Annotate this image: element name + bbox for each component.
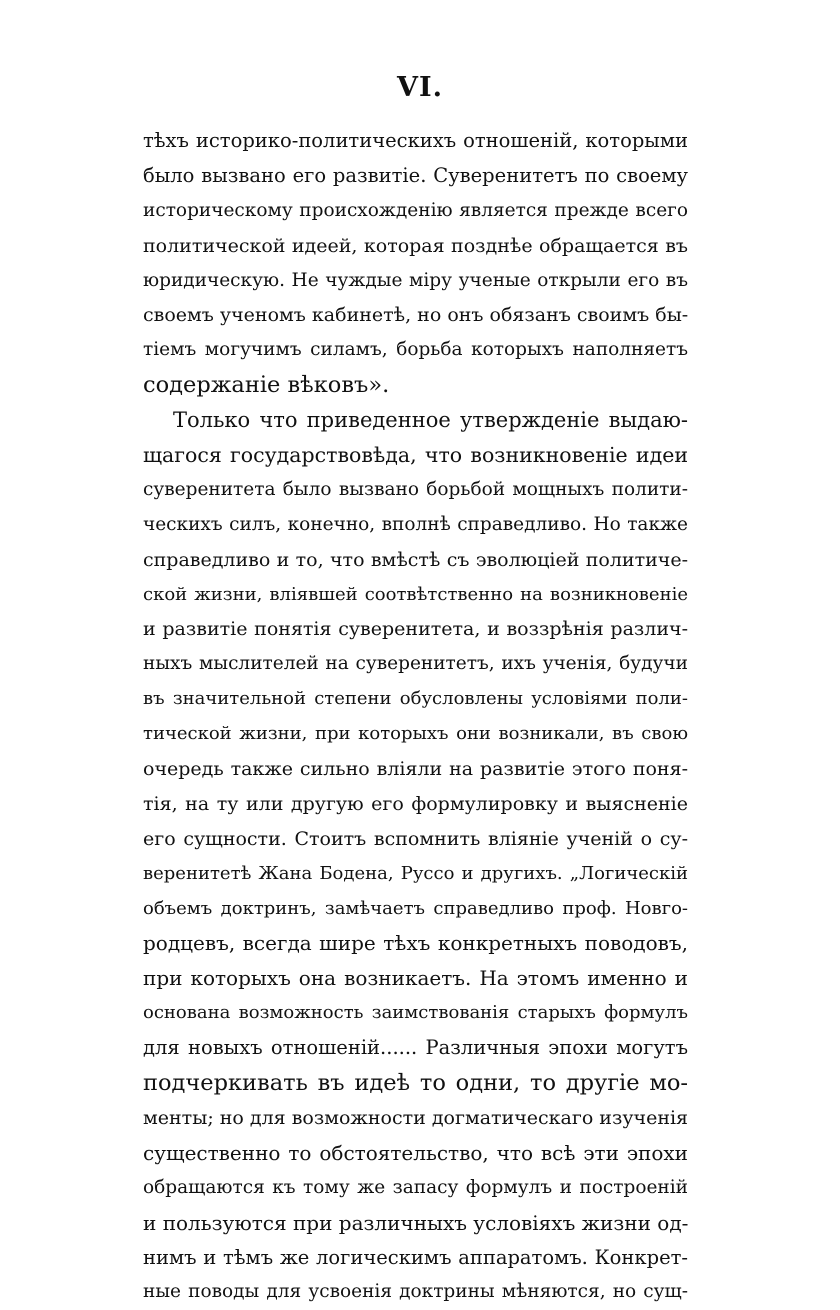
text-line: родцевъ, всегда шире тѣхъ конкретныхъ поводовъ, bbox=[143, 931, 688, 956]
text-line: при которыхъ она возникаетъ. На этомъ именно и bbox=[143, 966, 688, 991]
text-line: было вызвано его развитіе. Суверенитетъ по своему bbox=[143, 163, 688, 187]
text-line: и пользуются при различныхъ условіяхъ жизни од- bbox=[143, 1210, 688, 1235]
text-line: тія, на ту или другую его формулировку и выясненіе bbox=[143, 792, 688, 815]
text-line: и развитіе понятія суверенитета, и воззрѣнія различ- bbox=[143, 618, 688, 641]
text-line: щагося государствовѣда, что возникновеніе идеи bbox=[143, 443, 688, 468]
text-line: веренитетѣ Жана Бодена, Руссо и другихъ. „Логическій bbox=[143, 862, 688, 884]
text-line-paragraph-start: Только что приведенное утвержденіе выдаю- bbox=[173, 408, 688, 433]
text-line: подчеркивать въ идеѣ то одни, то другіе мо- bbox=[143, 1070, 688, 1097]
text-line: въ значительной степени обусловлены условіями поли- bbox=[143, 688, 688, 710]
text-line: политической идеей, которая позднѣе обращается въ bbox=[143, 234, 688, 257]
text-line: тіемъ могучимъ силамъ, борьба которыхъ наполняетъ bbox=[143, 339, 688, 361]
body-text bbox=[143, 124, 688, 1310]
text-line: основана возможность заимствованія старыхъ формулъ bbox=[143, 1002, 688, 1024]
page-number: VI. bbox=[397, 72, 443, 103]
text-line: нимъ и тѣмъ же логическимъ аппаратомъ. Конкрет- bbox=[143, 1245, 688, 1269]
text-line: тѣхъ историко-политическихъ отношеній, которыми bbox=[143, 129, 688, 152]
text-line: менты; но для возможности догматическаго изученія bbox=[143, 1106, 688, 1129]
text-line: своемъ ученомъ кабинетѣ, но онъ обязанъ своимъ бы- bbox=[143, 304, 688, 327]
text-line: обращаются къ тому же запасу формулъ и построеній bbox=[143, 1176, 688, 1198]
text-line: тической жизни, при которыхъ они возникали, въ свою bbox=[143, 723, 688, 745]
text-line: справедливо и то, что вмѣстѣ съ эволюціей политиче- bbox=[143, 548, 688, 571]
text-line: ской жизни, вліявшей соотвѣтственно на возникновеніе bbox=[143, 583, 688, 605]
text-line: ныхъ мыслителей на суверенитетъ, ихъ ученія, будучи bbox=[143, 653, 688, 675]
text-line: юридическую. Не чуждые міру ученые открыли его въ bbox=[143, 269, 688, 291]
text-line: очередь также сильно вліяли на развитіе этого поня- bbox=[143, 758, 688, 781]
text-line: ческихъ силъ, конечно, вполнѣ справедливо. Но также bbox=[143, 513, 688, 535]
text-line: для новыхъ отношеній...... Различныя эпохи могутъ bbox=[143, 1036, 688, 1060]
text-line: суверенитета было вызвано борьбой мощныхъ полити- bbox=[143, 478, 688, 500]
text-line-paragraph-end: содержаніе вѣковъ». bbox=[143, 372, 390, 399]
text-line: его сущности. Стоитъ вспомнить вліяніе ученій о су- bbox=[143, 827, 688, 850]
text-line: объемъ доктринъ, замѣчаетъ справедливо проф. Новго- bbox=[143, 897, 688, 919]
text-line: существенно то обстоятельство, что всѣ эти эпохи bbox=[143, 1140, 688, 1165]
text-line: историческому происхожденію является прежде всего bbox=[143, 199, 688, 221]
text-line: ные поводы для усвоенія доктрины мѣняются, но сущ- bbox=[143, 1281, 688, 1303]
